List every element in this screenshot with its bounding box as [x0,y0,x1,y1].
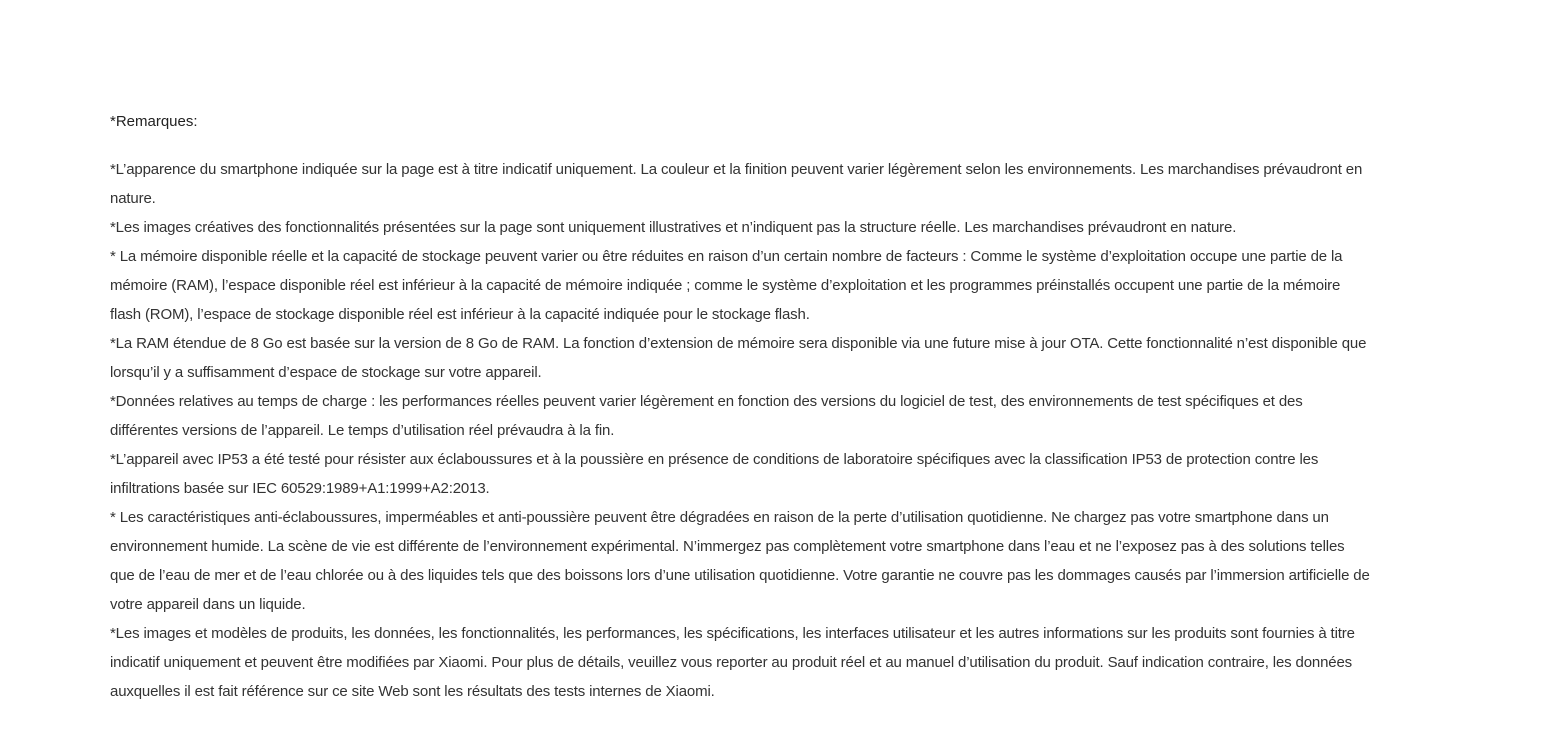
remark-product-information: *Les images et modèles de produits, les données, les fonctionnalités, les performances, les spécifications, les interfaces utilisateur et les autres informations sur les produits sont fournies à titre indicatif uniquement et peuvent être modifiées par Xiaomi. Pour plus de détails, veuillez vous reporter au produit réel et au manuel d’utilisation du produit. Sauf indication contraire, les données auxquelles il est fait référence sur ce site Web sont les résultats des tests internes de Xiaomi. [110,625,1355,700]
remark-ip53: *L’appareil avec IP53 a été testé pour résister aux éclaboussures et à la poussière en présence de conditions de laboratoire spécifiques avec la classification IP53 de protection contre les infiltrations basée sur IEC 60529:1989+A1:1999+A2:2013. [110,451,1319,497]
remark-charging-time: *Données relatives au temps de charge : les performances réelles peuvent varier légèrement en fonction des versions du logiciel de test, des environnements de test spécifiques et des différentes versions de l’appareil. Le temps d’utilisation réel prévaudra à la fin. [110,393,1303,439]
remarks-section [110,111,1372,706]
remarks-title: *Remarques: [110,113,198,130]
remark-water-dust-resistance: * Les caractéristiques anti-éclaboussures, imperméables et anti-poussière peuvent être dégradées en raison de la perte d’utilisation quotidienne. Ne chargez pas votre smartphone dans un environnement humide. La scène de vie est différente de l’environnement expérimental. N’immergez pas complètement votre smartphone dans l’eau et ne l’exposez pas à des solutions telles que de l’eau de mer et de l’eau chlorée ou à des liquides tels que des boissons lors d’une utilisation quotidienne. Votre garantie ne couvre pas les dommages causés par l’immersion artificielle de votre appareil dans un liquide. [110,509,1370,613]
remark-creative-images: *Les images créatives des fonctionnalités présentées sur la page sont uniquement illustratives et n’indiquent pas la structure réelle. Les marchandises prévaudront en nature. [110,219,1237,236]
remark-appearance: *L’apparence du smartphone indiquée sur la page est à titre indicatif uniquement. La couleur et la finition peuvent varier légèrement selon les environnements. Les marchandises prévaudront en nature. [110,161,1363,207]
remarks-list [110,155,1372,706]
remark-extended-ram: *La RAM étendue de 8 Go est basée sur la version de 8 Go de RAM. La fonction d’extension de mémoire sera disponible via une future mise à jour OTA. Cette fonctionnalité n’est disponible que lorsqu’il y a suffisamment d’espace de stockage sur votre appareil. [110,335,1367,381]
remark-memory-storage: * La mémoire disponible réelle et la capacité de stockage peuvent varier ou être réduites en raison d’un certain nombre de facteurs : Comme le système d’exploitation occupe une partie de la mémoire (RAM), l’espace disponible réel est inférieur à la capacité de mémoire indiquée ; comme le système d’exploitation et les programmes préinstallés occupent une partie de la mémoire flash (ROM), l’espace de stockage disponible réel est inférieur à la capacité indiquée pour le stockage flash. [110,248,1343,323]
